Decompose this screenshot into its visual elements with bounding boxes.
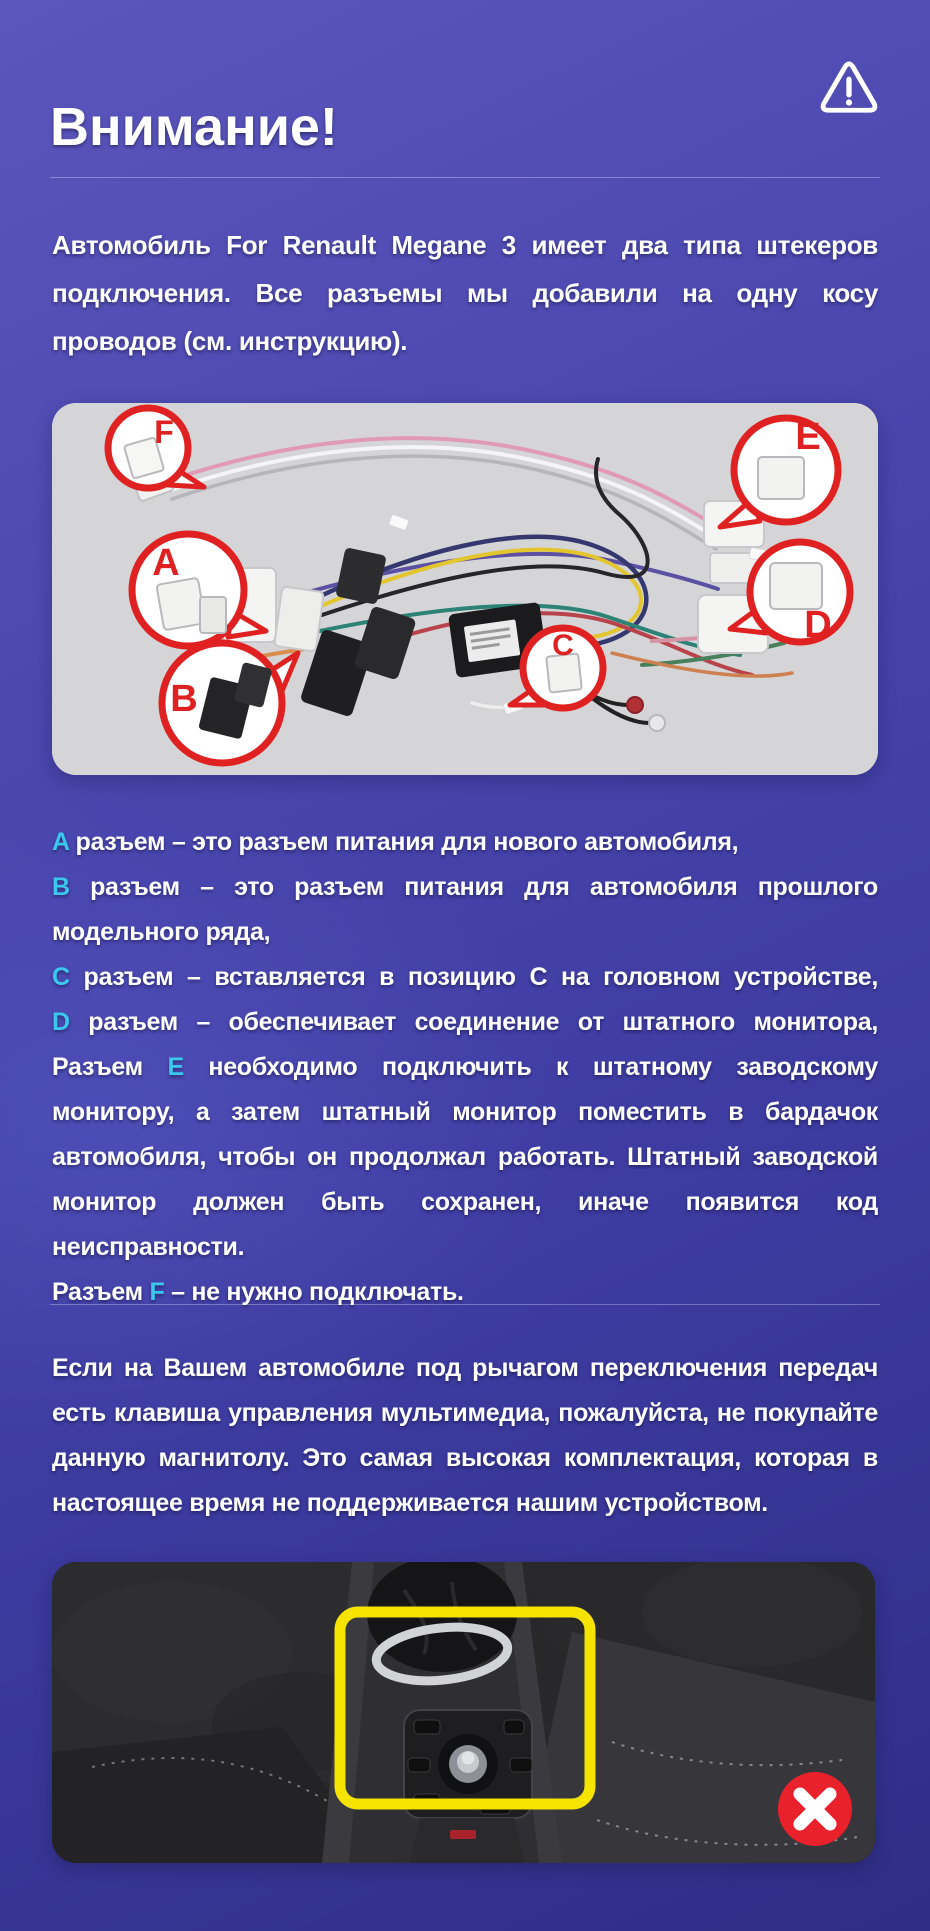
note-line — [52, 955, 878, 1000]
note-text: разъем – это разъем питания для автомобиля прошлого — [69, 873, 878, 901]
note-text: автомобиля, чтобы он продолжал работать. Штатный заводской — [52, 1143, 878, 1171]
rca-plug-red — [627, 697, 643, 713]
console-photo — [52, 1562, 875, 1863]
note-text: монитор должен быть сохранен, иначе появится код неисправности. — [52, 1188, 878, 1261]
gearnote-line: данную магнитолу. Это самая высокая комплектация, которая в — [52, 1444, 878, 1472]
note-line — [52, 820, 878, 865]
connector-notes — [52, 820, 878, 1315]
note-text: необходимо подключить к штатному заводскому — [183, 1053, 878, 1081]
note-line — [52, 910, 878, 955]
warning-triangle-icon — [820, 60, 878, 116]
divider-middle — [50, 1304, 880, 1305]
connector-letter: C — [52, 963, 70, 991]
note-text: – не нужно подключать. — [164, 1278, 464, 1306]
note-text: монитору, а затем штатный монитор поместить в бардачок — [52, 1098, 878, 1126]
callout-letter-d: D — [804, 604, 832, 646]
gearbox-warning-text — [52, 1346, 878, 1526]
connector-letter: B — [52, 873, 70, 901]
harness-photo — [52, 403, 878, 775]
connector-letter: A — [52, 828, 69, 856]
gearnote-line: есть клавиша управления мультимедиа, пожалуйста, не покупайте — [52, 1399, 878, 1427]
note-line — [52, 1045, 878, 1090]
page-title: Внимание! — [50, 97, 338, 158]
note-line — [52, 1090, 878, 1135]
note-line — [52, 1270, 878, 1315]
intro-line: проводов (см. инструкцию). — [52, 326, 408, 356]
x-mark-icon — [778, 1772, 852, 1846]
connector-letter: D — [52, 1008, 70, 1036]
note-line — [52, 1180, 878, 1270]
rca-plug-white — [649, 715, 665, 731]
connector-a-plug-2 — [274, 586, 324, 651]
console-red-detail — [450, 1830, 476, 1839]
note-text: Разъем — [52, 1278, 150, 1306]
intro-text — [52, 221, 878, 365]
callout-letter-e: E — [795, 416, 821, 458]
console-illustration — [52, 1562, 875, 1863]
note-text: Разъем — [52, 1053, 168, 1081]
intro-line: Автомобиль For Renault Megane 3 имеет два типа штекеров — [52, 230, 878, 260]
note-text: разъем – это разъем питания для нового автомобиля, — [68, 828, 739, 856]
note-line — [52, 865, 878, 910]
callout-letter-b: B — [170, 678, 198, 720]
gearnote-line: Если на Вашем автомобиле под рычагом переключения передач — [52, 1354, 878, 1382]
note-text: разъем – вставляется в позицию C на головном устройстве, — [69, 963, 878, 991]
note-text: модельного ряда, — [52, 918, 271, 946]
note-text: разъем – обеспечивает соединение от штатного монитора, — [69, 1008, 878, 1036]
connector-letter: F — [149, 1278, 165, 1306]
divider-top — [50, 177, 880, 178]
note-line — [52, 1135, 878, 1180]
callout-letter-c: C — [552, 629, 574, 662]
callout-letter-a: A — [152, 542, 180, 584]
callout-letter-f: F — [154, 414, 174, 450]
harness-illustration — [52, 403, 878, 775]
gearnote-line: настоящее время не поддерживается нашим устройством. — [52, 1489, 768, 1517]
note-line — [52, 1000, 878, 1045]
connector-letter: E — [167, 1053, 184, 1081]
intro-line: подключения. Все разъемы мы добавили на одну косу — [52, 278, 878, 308]
